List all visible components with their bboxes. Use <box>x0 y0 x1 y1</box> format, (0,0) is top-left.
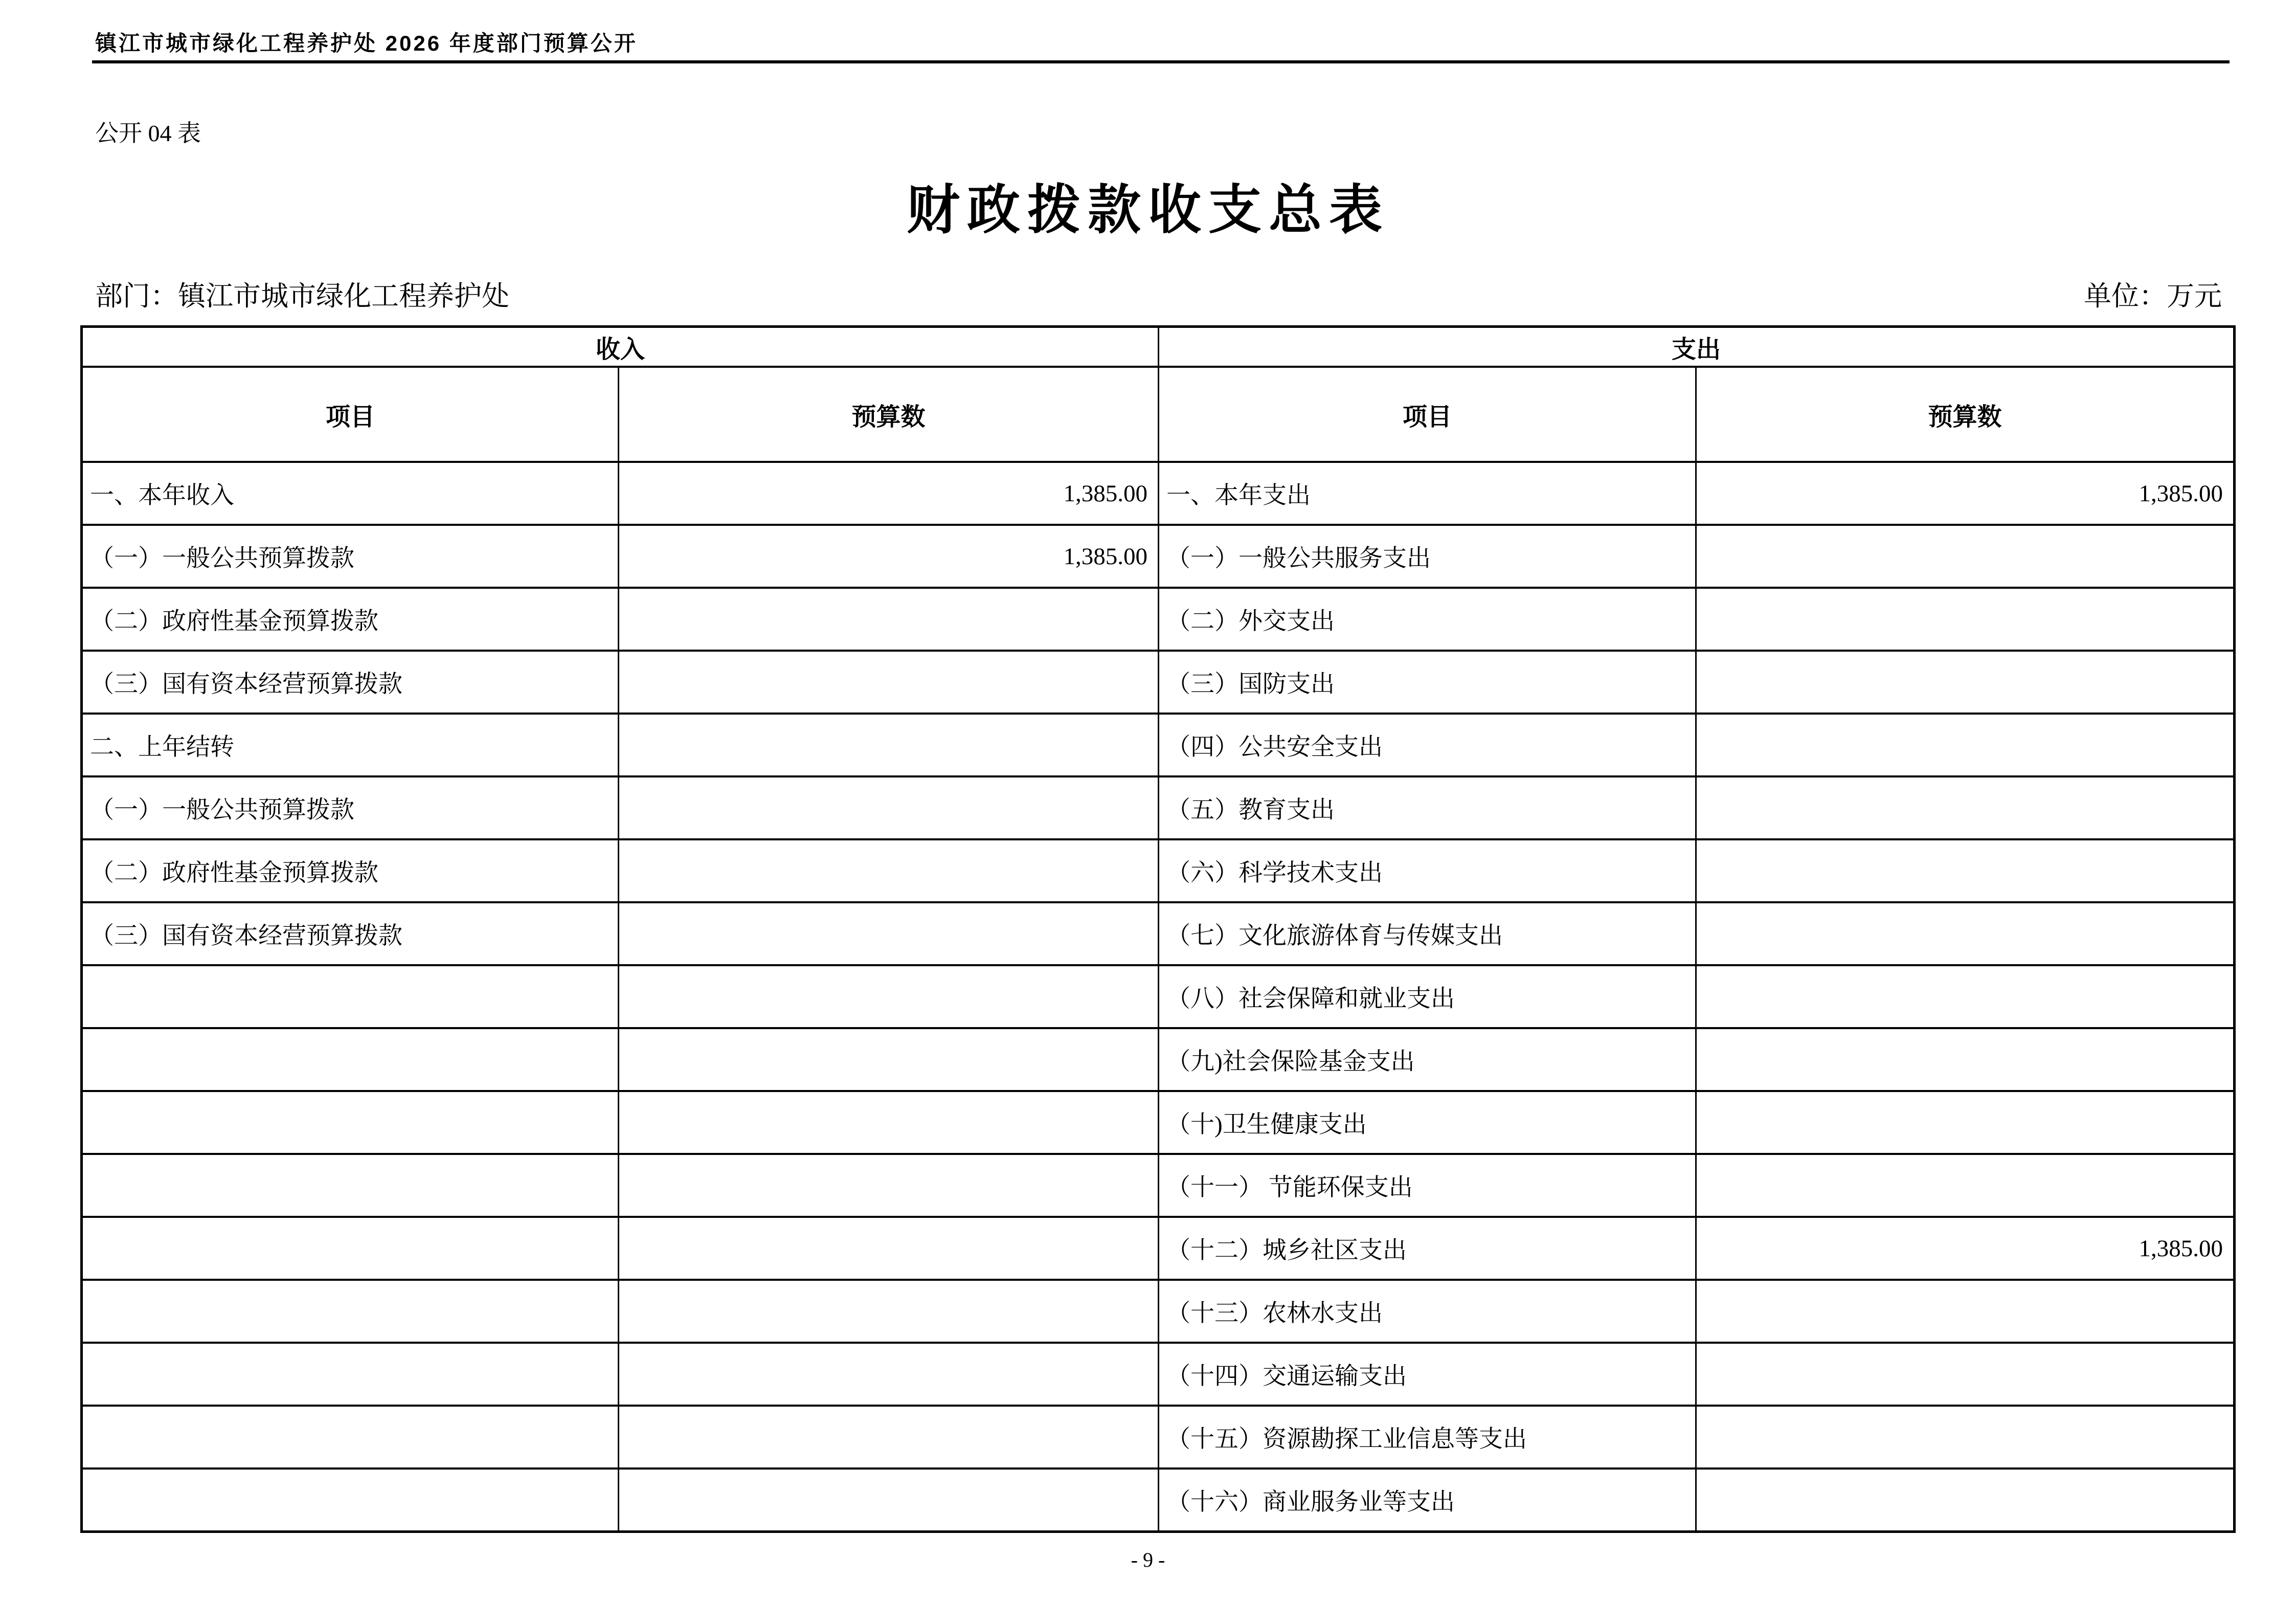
table-row <box>82 1091 2235 1154</box>
income-budget-column-header: 预算数 <box>619 367 1159 462</box>
unit-label: 单位：万元 <box>2084 281 2222 312</box>
expense-budget-column-header: 预算数 <box>1696 367 2235 462</box>
income-item-cell: （三）国有资本经营预算拨款 <box>82 902 619 965</box>
income-budget-cell: 1,385.00 <box>619 462 1159 525</box>
expense-budget-cell <box>1696 902 2235 965</box>
income-budget-cell <box>619 839 1159 902</box>
section-header-row <box>82 327 2235 367</box>
table-row <box>82 1280 2235 1343</box>
table-row <box>82 839 2235 902</box>
income-item-cell <box>82 1469 619 1532</box>
expense-item-cell: （十一） 节能环保支出 <box>1159 1154 1696 1217</box>
expense-budget-cell <box>1696 776 2235 839</box>
table-row <box>82 1154 2235 1217</box>
expense-item-cell: （十)卫生健康支出 <box>1159 1091 1696 1154</box>
expense-budget-cell: 1,385.00 <box>1696 462 2235 525</box>
expense-item-cell: （六）科学技术支出 <box>1159 839 1696 902</box>
expense-item-cell: （十三）农林水支出 <box>1159 1280 1696 1343</box>
table-row <box>82 902 2235 965</box>
table-row <box>82 462 2235 525</box>
expense-budget-cell <box>1696 714 2235 776</box>
income-budget-cell <box>619 588 1159 651</box>
expense-item-cell: （十二）城乡社区支出 <box>1159 1217 1696 1280</box>
income-item-cell <box>82 1091 619 1154</box>
income-budget-cell: 1,385.00 <box>619 525 1159 588</box>
income-item-cell: 一、本年收入 <box>82 462 619 525</box>
expense-budget-cell <box>1696 839 2235 902</box>
income-budget-cell <box>619 965 1159 1028</box>
expense-item-cell: （五）教育支出 <box>1159 776 1696 839</box>
expense-budget-cell <box>1696 965 2235 1028</box>
expense-section-header: 支出 <box>1159 327 2235 367</box>
budget-summary-table <box>80 325 2236 1533</box>
table-row <box>82 1406 2235 1469</box>
table-row <box>82 714 2235 776</box>
expense-budget-cell <box>1696 1406 2235 1469</box>
income-budget-cell <box>619 1280 1159 1343</box>
income-item-cell <box>82 1406 619 1469</box>
table-row <box>82 1343 2235 1406</box>
table-row <box>82 776 2235 839</box>
expense-budget-cell <box>1696 1469 2235 1532</box>
doc-header-title: 镇江市城市绿化工程养护处 2026 年度部门预算公开 <box>95 31 638 55</box>
expense-item-cell: （一）一般公共服务支出 <box>1159 525 1696 588</box>
expense-item-cell: （十四）交通运输支出 <box>1159 1343 1696 1406</box>
income-item-cell: （一）一般公共预算拨款 <box>82 776 619 839</box>
income-item-cell: 二、上年结转 <box>82 714 619 776</box>
meta-row <box>95 274 2222 314</box>
income-item-column-header: 项目 <box>82 367 619 462</box>
income-item-cell <box>82 1028 619 1091</box>
income-budget-cell <box>619 1343 1159 1406</box>
income-budget-cell <box>619 1406 1159 1469</box>
expense-item-cell: （四）公共安全支出 <box>1159 714 1696 776</box>
expense-item-cell: （八）社会保障和就业支出 <box>1159 965 1696 1028</box>
income-budget-cell <box>619 1154 1159 1217</box>
expense-item-cell: （三）国防支出 <box>1159 651 1696 714</box>
income-item-cell <box>82 1280 619 1343</box>
table-row <box>82 525 2235 588</box>
income-item-cell <box>82 965 619 1028</box>
table-row <box>82 1469 2235 1532</box>
form-number-label: 公开 04 表 <box>95 120 201 146</box>
income-item-cell: （二）政府性基金预算拨款 <box>82 839 619 902</box>
table-row <box>82 965 2235 1028</box>
income-item-cell: （一）一般公共预算拨款 <box>82 525 619 588</box>
expense-item-cell: 一、本年支出 <box>1159 462 1696 525</box>
income-section-header: 收入 <box>82 327 1159 367</box>
income-budget-cell <box>619 776 1159 839</box>
table-row <box>82 588 2235 651</box>
expense-item-cell: （十六）商业服务业等支出 <box>1159 1469 1696 1532</box>
expense-item-column-header: 项目 <box>1159 367 1696 462</box>
expense-budget-cell <box>1696 1028 2235 1091</box>
expense-item-cell: （九)社会保险基金支出 <box>1159 1028 1696 1091</box>
header-divider-rule <box>92 60 2230 63</box>
income-budget-cell <box>619 1217 1159 1280</box>
income-item-cell <box>82 1343 619 1406</box>
expense-item-cell: （十五）资源勘探工业信息等支出 <box>1159 1406 1696 1469</box>
page-title: 财政拨款收支总表 <box>906 181 1389 240</box>
expense-budget-cell <box>1696 651 2235 714</box>
income-item-cell <box>82 1154 619 1217</box>
table-row <box>82 1028 2235 1091</box>
income-item-cell: （二）政府性基金预算拨款 <box>82 588 619 651</box>
income-budget-cell <box>619 651 1159 714</box>
column-header-row <box>82 367 2235 462</box>
income-budget-cell <box>619 1469 1159 1532</box>
expense-budget-cell <box>1696 525 2235 588</box>
income-budget-cell <box>619 1028 1159 1091</box>
expense-budget-cell: 1,385.00 <box>1696 1217 2235 1280</box>
expense-budget-cell <box>1696 1091 2235 1154</box>
page-number: - 9 - <box>1131 1548 1165 1571</box>
expense-item-cell: （二）外交支出 <box>1159 588 1696 651</box>
expense-budget-cell <box>1696 1280 2235 1343</box>
table-row <box>82 1217 2235 1280</box>
income-budget-cell <box>619 714 1159 776</box>
expense-budget-cell <box>1696 1154 2235 1217</box>
income-item-cell: （三）国有资本经营预算拨款 <box>82 651 619 714</box>
expense-budget-cell <box>1696 588 2235 651</box>
department-label: 部门：镇江市城市绿化工程养护处 <box>95 281 509 312</box>
table-row <box>82 651 2235 714</box>
expense-item-cell: （七）文化旅游体育与传媒支出 <box>1159 902 1696 965</box>
expense-budget-cell <box>1696 1343 2235 1406</box>
income-item-cell <box>82 1217 619 1280</box>
income-budget-cell <box>619 902 1159 965</box>
income-budget-cell <box>619 1091 1159 1154</box>
